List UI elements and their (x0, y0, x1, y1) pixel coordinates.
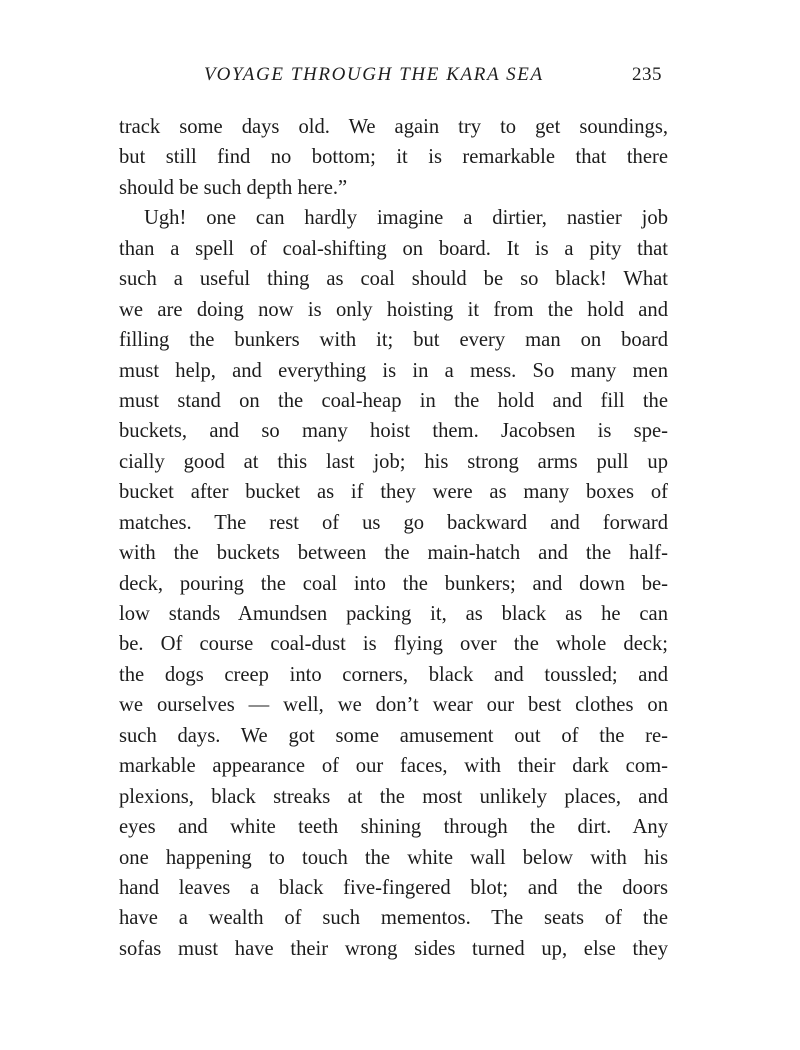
text-line: be. Of course coal-dust is flying over the whole deck; (119, 633, 668, 656)
text-line: such a useful thing as coal should be so black! What (119, 268, 668, 291)
text-line: low stands Amundsen packing it, as black as he can (119, 603, 668, 625)
text-line: than a spell of coal-shifting on board. It is a pity that (119, 237, 668, 260)
text-line: we ourselves — well, we don’t wear our best clothes on (119, 694, 668, 717)
text-line: sofas must have their wrong sides turned up, else they (119, 937, 668, 960)
text-line: matches. The rest of us go backward and forward (119, 511, 668, 534)
text-line: should be such depth here.” (119, 176, 348, 199)
running-title: VOYAGE THROUGH THE KARA SEA (204, 64, 544, 85)
text-line: cially good at this last job; his strong arms pull up (119, 450, 668, 473)
text-line: the dogs creep into corners, black and toussled; and (119, 663, 668, 686)
text-line: have a wealth of such mementos. The seats of the (119, 907, 668, 930)
page-number: 235 (632, 64, 662, 85)
text-line: track some days old. We again try to get soundings, (119, 116, 668, 138)
text-line: filling the bunkers with it; but every man on board (119, 329, 668, 352)
running-head (118, 64, 666, 94)
body-text (119, 112, 668, 964)
text-line: bucket after bucket as if they were as many boxes of (119, 481, 668, 504)
text-line: must help, and everything is in a mess. So many men (119, 359, 668, 382)
text-line: one happening to touch the white wall below with his (119, 846, 668, 869)
text-line: must stand on the coal-heap in the hold and fill the (119, 389, 668, 412)
text-line: deck, pouring the coal into the bunkers; and down be- (119, 572, 668, 595)
text-line: we are doing now is only hoisting it from the hold and (119, 298, 668, 321)
text-line: hand leaves a black five-fingered blot; and the doors (119, 876, 668, 899)
text-line: but still find no bottom; it is remarkable that there (119, 146, 668, 169)
text-line: markable appearance of our faces, with their dark com- (119, 755, 668, 778)
text-line: with the buckets between the main-hatch and the half- (119, 542, 668, 565)
text-line: buckets, and so many hoist them. Jacobsen is spe- (119, 420, 668, 443)
text-line: plexions, black streaks at the most unlikely places, and (119, 785, 668, 808)
text-line: Ugh! one can hardly imagine a dirtier, nastier job (144, 207, 668, 230)
text-line: eyes and white teeth shining through the dirt. Any (119, 816, 668, 839)
text-line: such days. We got some amusement out of the re- (119, 724, 668, 747)
